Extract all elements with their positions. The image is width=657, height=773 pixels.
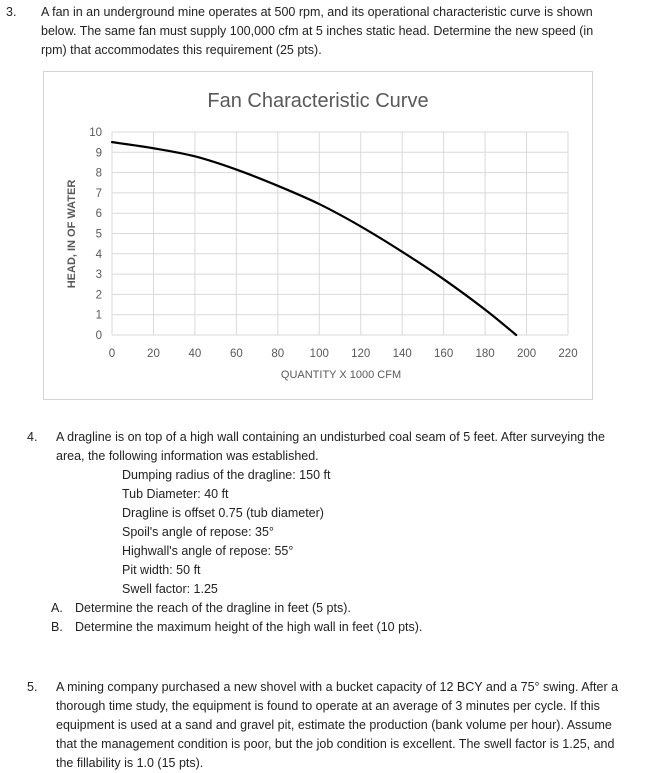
chart-title: Fan Characteristic Curve [207, 90, 429, 112]
q4-info-offset: Dragline is offset 0.75 (tub diameter) [122, 506, 324, 520]
q5-line-1: A mining company purchased a new shovel with a bucket capacity of 12 BCY and a 75° swing. After a [56, 680, 619, 694]
x-tick-label: 40 [188, 348, 202, 360]
x-tick-label: 220 [558, 348, 578, 360]
x-tick-label: 0 [108, 348, 116, 360]
y-tick-label: 3 [95, 269, 102, 282]
chart-svg [44, 72, 592, 399]
y-tick-label: 1 [95, 309, 102, 322]
chart-x-axis-label: QUANTITY X 1000 CFM [280, 369, 402, 381]
x-tick-label: 180 [475, 348, 495, 360]
y-tick-label: 7 [95, 187, 102, 200]
x-tick-label: 80 [271, 348, 285, 360]
q4-info-tub-diameter: Tub Diameter: 40 ft [122, 487, 229, 501]
q4-part-a-text: Determine the reach of the dragline in feet (5 pts). [75, 601, 351, 615]
x-tick-label: 160 [434, 348, 454, 360]
fan-curve-line [112, 142, 516, 335]
q4-info-dumping-radius: Dumping radius of the dragline: 150 ft [122, 468, 331, 482]
q3-line-1: A fan in an underground mine operates at 500 rpm, and its operational characteristic curve is shown [41, 5, 593, 19]
q5-line-5: the fillability is 1.0 (15 pts). [56, 756, 204, 770]
q4-line-2: area, the following information was established. [56, 449, 319, 463]
y-tick-label: 6 [95, 208, 102, 221]
x-tick-label: 200 [516, 348, 537, 360]
q5-number: 5. [27, 680, 38, 694]
q4-line-1: A dragline is on top of a high wall containing an undisturbed coal seam of 5 feet. After surveying the [56, 430, 605, 444]
q4-part-b-text: Determine the maximum height of the high wall in feet (10 pts). [75, 620, 423, 634]
q5-line-3: equipment is used at a sand and gravel pit, estimate the production (bank volume per hour). Assume [56, 718, 612, 732]
chart-series [112, 142, 516, 335]
q4-info-pit-width: Pit width: 50 ft [122, 563, 201, 577]
q4-info-swell-factor: Swell factor: 1.25 [122, 582, 218, 596]
y-tick-label: 5 [95, 228, 102, 241]
q5-line-4: that the management condition is poor, but the job condition is excellent. The swell factor is 1.25, and [56, 737, 615, 751]
q4-number: 4. [27, 430, 38, 444]
q3-line-2: below. The same fan must supply 100,000 cfm at 5 inches static head. Determine the new speed (in [41, 24, 594, 38]
q3-number: 3. [6, 5, 17, 19]
q4-info-spoil-angle: Spoil's angle of repose: 35° [122, 525, 274, 539]
y-tick-label: 4 [95, 248, 102, 261]
q4-part-b-label: B. [51, 620, 63, 634]
q3-line-3: rpm) that accommodates this requirement (25 pts). [41, 43, 322, 57]
y-tick-label: 0 [95, 330, 102, 342]
x-tick-label: 120 [351, 348, 371, 360]
y-tick-label: 8 [95, 167, 102, 180]
y-tick-label: 2 [95, 289, 102, 302]
chart-y-axis-label: HEAD, IN OF WATER [66, 179, 78, 289]
fan-characteristic-chart [43, 71, 593, 400]
y-tick-label: 10 [89, 127, 102, 139]
x-tick-label: 100 [309, 348, 329, 360]
y-tick-label: 9 [95, 147, 102, 160]
x-tick-label: 20 [147, 348, 160, 360]
q4-part-a-label: A. [51, 601, 63, 615]
chart-grid [112, 132, 568, 335]
x-tick-label: 60 [229, 348, 243, 360]
q5-line-2: thorough time study, the equipment is found to operate at an average of 3 minutes per cycle. If this [56, 699, 600, 713]
q4-info-highwall-angle: Highwall's angle of repose: 55° [122, 544, 294, 558]
x-tick-label: 140 [392, 348, 412, 360]
